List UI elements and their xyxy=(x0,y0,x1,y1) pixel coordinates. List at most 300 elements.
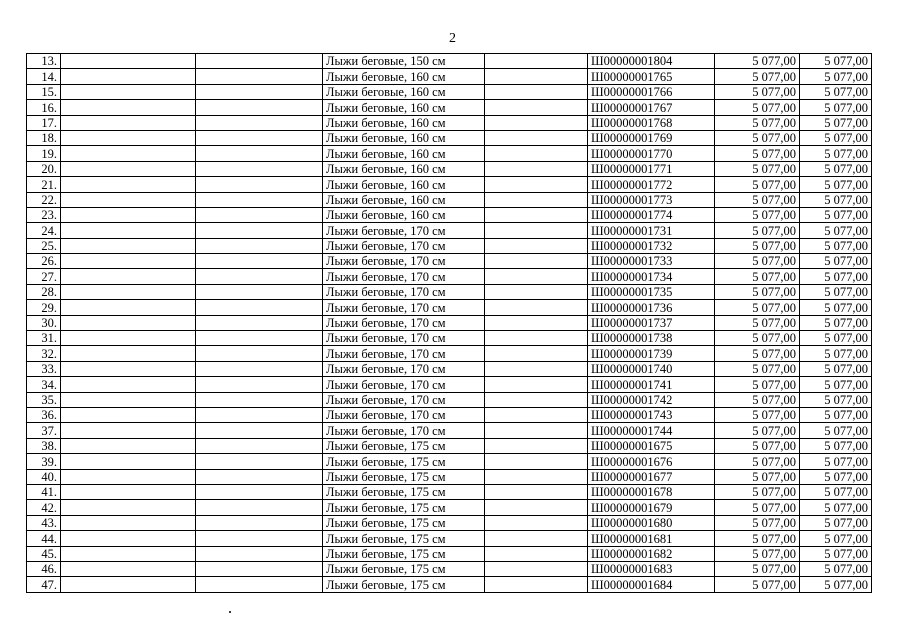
inventory-code-cell: Ш00000001738 xyxy=(588,331,715,346)
item-name-cell: Лыжи беговые, 170 см xyxy=(323,223,485,238)
blank-cell-3 xyxy=(485,254,588,269)
total-cost-cell: 5 077,00 xyxy=(800,177,872,192)
total-cost-cell: 5 077,00 xyxy=(800,469,872,484)
unit-price-cell: 5 077,00 xyxy=(715,331,800,346)
table-row xyxy=(27,269,872,284)
unit-price-cell: 5 077,00 xyxy=(715,531,800,546)
table-row xyxy=(27,207,872,222)
row-number-cell: 47. xyxy=(27,577,61,592)
blank-cell-2 xyxy=(196,346,323,361)
blank-cell-2 xyxy=(196,515,323,530)
item-name-cell: Лыжи беговые, 170 см xyxy=(323,331,485,346)
row-number-cell: 32. xyxy=(27,346,61,361)
blank-cell-3 xyxy=(485,346,588,361)
total-cost-cell: 5 077,00 xyxy=(800,484,872,499)
blank-cell-2 xyxy=(196,115,323,130)
blank-cell-1 xyxy=(61,331,196,346)
table-row xyxy=(27,454,872,469)
blank-cell-2 xyxy=(196,146,323,161)
table-row xyxy=(27,130,872,145)
blank-cell-2 xyxy=(196,484,323,499)
inventory-table-body xyxy=(27,54,872,593)
total-cost-cell: 5 077,00 xyxy=(800,500,872,515)
blank-cell-2 xyxy=(196,84,323,99)
blank-cell-1 xyxy=(61,315,196,330)
table-row xyxy=(27,146,872,161)
unit-price-cell: 5 077,00 xyxy=(715,177,800,192)
table-row xyxy=(27,84,872,99)
item-name-cell: Лыжи беговые, 160 см xyxy=(323,100,485,115)
item-name-cell: Лыжи беговые, 160 см xyxy=(323,69,485,84)
blank-cell-3 xyxy=(485,69,588,84)
unit-price-cell: 5 077,00 xyxy=(715,469,800,484)
blank-cell-1 xyxy=(61,484,196,499)
table-row xyxy=(27,254,872,269)
item-name-cell: Лыжи беговые, 170 см xyxy=(323,361,485,376)
table-row xyxy=(27,100,872,115)
blank-cell-1 xyxy=(61,269,196,284)
blank-cell-2 xyxy=(196,238,323,253)
item-name-cell: Лыжи беговые, 175 см xyxy=(323,531,485,546)
unit-price-cell: 5 077,00 xyxy=(715,577,800,592)
inventory-code-cell: Ш00000001767 xyxy=(588,100,715,115)
row-number-cell: 30. xyxy=(27,315,61,330)
table-row xyxy=(27,577,872,592)
total-cost-cell: 5 077,00 xyxy=(800,438,872,453)
row-number-cell: 33. xyxy=(27,361,61,376)
row-number-cell: 46. xyxy=(27,561,61,576)
inventory-code-cell: Ш00000001675 xyxy=(588,438,715,453)
blank-cell-3 xyxy=(485,438,588,453)
table-row xyxy=(27,469,872,484)
blank-cell-2 xyxy=(196,254,323,269)
unit-price-cell: 5 077,00 xyxy=(715,269,800,284)
total-cost-cell: 5 077,00 xyxy=(800,254,872,269)
blank-cell-1 xyxy=(61,531,196,546)
total-cost-cell: 5 077,00 xyxy=(800,269,872,284)
blank-cell-1 xyxy=(61,392,196,407)
blank-cell-2 xyxy=(196,577,323,592)
row-number-cell: 42. xyxy=(27,500,61,515)
blank-cell-2 xyxy=(196,69,323,84)
unit-price-cell: 5 077,00 xyxy=(715,284,800,299)
item-name-cell: Лыжи беговые, 175 см xyxy=(323,577,485,592)
item-name-cell: Лыжи беговые, 160 см xyxy=(323,161,485,176)
inventory-table xyxy=(26,53,872,593)
blank-cell-3 xyxy=(485,269,588,284)
blank-cell-2 xyxy=(196,561,323,576)
blank-cell-1 xyxy=(61,115,196,130)
blank-cell-1 xyxy=(61,100,196,115)
table-row xyxy=(27,392,872,407)
item-name-cell: Лыжи беговые, 170 см xyxy=(323,269,485,284)
inventory-code-cell: Ш00000001736 xyxy=(588,300,715,315)
item-name-cell: Лыжи беговые, 160 см xyxy=(323,115,485,130)
unit-price-cell: 5 077,00 xyxy=(715,100,800,115)
row-number-cell: 28. xyxy=(27,284,61,299)
unit-price-cell: 5 077,00 xyxy=(715,423,800,438)
item-name-cell: Лыжи беговые, 170 см xyxy=(323,300,485,315)
inventory-code-cell: Ш00000001768 xyxy=(588,115,715,130)
inventory-code-cell: Ш00000001772 xyxy=(588,177,715,192)
blank-cell-1 xyxy=(61,469,196,484)
total-cost-cell: 5 077,00 xyxy=(800,407,872,422)
row-number-cell: 36. xyxy=(27,407,61,422)
unit-price-cell: 5 077,00 xyxy=(715,238,800,253)
blank-cell-2 xyxy=(196,377,323,392)
blank-cell-1 xyxy=(61,254,196,269)
row-number-cell: 15. xyxy=(27,84,61,99)
total-cost-cell: 5 077,00 xyxy=(800,346,872,361)
blank-cell-1 xyxy=(61,377,196,392)
row-number-cell: 44. xyxy=(27,531,61,546)
row-number-cell: 40. xyxy=(27,469,61,484)
page-number: 2 xyxy=(449,31,456,46)
row-number-cell: 39. xyxy=(27,454,61,469)
total-cost-cell: 5 077,00 xyxy=(800,146,872,161)
inventory-code-cell: Ш00000001770 xyxy=(588,146,715,161)
blank-cell-3 xyxy=(485,54,588,69)
blank-cell-2 xyxy=(196,207,323,222)
inventory-code-cell: Ш00000001680 xyxy=(588,515,715,530)
blank-cell-2 xyxy=(196,161,323,176)
item-name-cell: Лыжи беговые, 160 см xyxy=(323,84,485,99)
total-cost-cell: 5 077,00 xyxy=(800,546,872,561)
item-name-cell: Лыжи беговые, 175 см xyxy=(323,515,485,530)
blank-cell-3 xyxy=(485,207,588,222)
total-cost-cell: 5 077,00 xyxy=(800,454,872,469)
row-number-cell: 43. xyxy=(27,515,61,530)
table-row xyxy=(27,300,872,315)
item-name-cell: Лыжи беговые, 175 см xyxy=(323,546,485,561)
unit-price-cell: 5 077,00 xyxy=(715,454,800,469)
unit-price-cell: 5 077,00 xyxy=(715,361,800,376)
blank-cell-1 xyxy=(61,223,196,238)
unit-price-cell: 5 077,00 xyxy=(715,546,800,561)
row-number-cell: 31. xyxy=(27,331,61,346)
item-name-cell: Лыжи беговые, 150 см xyxy=(323,54,485,69)
table-row xyxy=(27,438,872,453)
total-cost-cell: 5 077,00 xyxy=(800,577,872,592)
item-name-cell: Лыжи беговые, 175 см xyxy=(323,500,485,515)
table-row xyxy=(27,423,872,438)
blank-cell-1 xyxy=(61,361,196,376)
blank-cell-1 xyxy=(61,146,196,161)
inventory-code-cell: Ш00000001732 xyxy=(588,238,715,253)
table-row xyxy=(27,69,872,84)
row-number-cell: 19. xyxy=(27,146,61,161)
item-name-cell: Лыжи беговые, 160 см xyxy=(323,146,485,161)
blank-cell-3 xyxy=(485,407,588,422)
blank-cell-1 xyxy=(61,500,196,515)
table-row xyxy=(27,546,872,561)
blank-cell-1 xyxy=(61,454,196,469)
table-row xyxy=(27,377,872,392)
blank-cell-2 xyxy=(196,284,323,299)
blank-cell-1 xyxy=(61,346,196,361)
blank-cell-3 xyxy=(485,515,588,530)
item-name-cell: Лыжи беговые, 170 см xyxy=(323,284,485,299)
table-row xyxy=(27,192,872,207)
scan-speck xyxy=(229,611,231,613)
blank-cell-1 xyxy=(61,284,196,299)
table-row xyxy=(27,115,872,130)
row-number-cell: 26. xyxy=(27,254,61,269)
blank-cell-3 xyxy=(485,531,588,546)
blank-cell-2 xyxy=(196,269,323,284)
blank-cell-3 xyxy=(485,546,588,561)
total-cost-cell: 5 077,00 xyxy=(800,531,872,546)
blank-cell-1 xyxy=(61,207,196,222)
inventory-code-cell: Ш00000001684 xyxy=(588,577,715,592)
blank-cell-1 xyxy=(61,54,196,69)
blank-cell-2 xyxy=(196,361,323,376)
blank-cell-2 xyxy=(196,223,323,238)
item-name-cell: Лыжи беговые, 175 см xyxy=(323,561,485,576)
unit-price-cell: 5 077,00 xyxy=(715,84,800,99)
blank-cell-1 xyxy=(61,561,196,576)
blank-cell-2 xyxy=(196,300,323,315)
blank-cell-3 xyxy=(485,377,588,392)
item-name-cell: Лыжи беговые, 170 см xyxy=(323,407,485,422)
unit-price-cell: 5 077,00 xyxy=(715,300,800,315)
inventory-code-cell: Ш00000001683 xyxy=(588,561,715,576)
blank-cell-1 xyxy=(61,238,196,253)
total-cost-cell: 5 077,00 xyxy=(800,423,872,438)
blank-cell-1 xyxy=(61,407,196,422)
unit-price-cell: 5 077,00 xyxy=(715,161,800,176)
item-name-cell: Лыжи беговые, 175 см xyxy=(323,438,485,453)
inventory-code-cell: Ш00000001737 xyxy=(588,315,715,330)
blank-cell-3 xyxy=(485,100,588,115)
unit-price-cell: 5 077,00 xyxy=(715,223,800,238)
table-row xyxy=(27,361,872,376)
total-cost-cell: 5 077,00 xyxy=(800,377,872,392)
unit-price-cell: 5 077,00 xyxy=(715,130,800,145)
table-row xyxy=(27,177,872,192)
blank-cell-3 xyxy=(485,84,588,99)
table-row xyxy=(27,346,872,361)
row-number-cell: 41. xyxy=(27,484,61,499)
unit-price-cell: 5 077,00 xyxy=(715,69,800,84)
blank-cell-3 xyxy=(485,500,588,515)
unit-price-cell: 5 077,00 xyxy=(715,254,800,269)
blank-cell-1 xyxy=(61,69,196,84)
unit-price-cell: 5 077,00 xyxy=(715,115,800,130)
item-name-cell: Лыжи беговые, 175 см xyxy=(323,469,485,484)
blank-cell-1 xyxy=(61,177,196,192)
table-row xyxy=(27,315,872,330)
total-cost-cell: 5 077,00 xyxy=(800,223,872,238)
blank-cell-2 xyxy=(196,407,323,422)
table-row xyxy=(27,500,872,515)
total-cost-cell: 5 077,00 xyxy=(800,315,872,330)
blank-cell-3 xyxy=(485,223,588,238)
blank-cell-3 xyxy=(485,331,588,346)
blank-cell-3 xyxy=(485,130,588,145)
unit-price-cell: 5 077,00 xyxy=(715,438,800,453)
table-row xyxy=(27,531,872,546)
blank-cell-2 xyxy=(196,192,323,207)
row-number-cell: 21. xyxy=(27,177,61,192)
inventory-code-cell: Ш00000001741 xyxy=(588,377,715,392)
blank-cell-3 xyxy=(485,115,588,130)
blank-cell-3 xyxy=(485,361,588,376)
blank-cell-3 xyxy=(485,469,588,484)
table-row xyxy=(27,331,872,346)
item-name-cell: Лыжи беговые, 170 см xyxy=(323,254,485,269)
blank-cell-2 xyxy=(196,392,323,407)
row-number-cell: 34. xyxy=(27,377,61,392)
unit-price-cell: 5 077,00 xyxy=(715,207,800,222)
row-number-cell: 25. xyxy=(27,238,61,253)
blank-cell-1 xyxy=(61,192,196,207)
unit-price-cell: 5 077,00 xyxy=(715,515,800,530)
blank-cell-3 xyxy=(485,561,588,576)
total-cost-cell: 5 077,00 xyxy=(800,284,872,299)
total-cost-cell: 5 077,00 xyxy=(800,69,872,84)
blank-cell-1 xyxy=(61,300,196,315)
row-number-cell: 45. xyxy=(27,546,61,561)
inventory-code-cell: Ш00000001743 xyxy=(588,407,715,422)
row-number-cell: 23. xyxy=(27,207,61,222)
inventory-code-cell: Ш00000001676 xyxy=(588,454,715,469)
blank-cell-2 xyxy=(196,423,323,438)
unit-price-cell: 5 077,00 xyxy=(715,377,800,392)
item-name-cell: Лыжи беговые, 170 см xyxy=(323,423,485,438)
blank-cell-3 xyxy=(485,454,588,469)
row-number-cell: 38. xyxy=(27,438,61,453)
item-name-cell: Лыжи беговые, 170 см xyxy=(323,315,485,330)
total-cost-cell: 5 077,00 xyxy=(800,515,872,530)
total-cost-cell: 5 077,00 xyxy=(800,331,872,346)
inventory-code-cell: Ш00000001740 xyxy=(588,361,715,376)
table-row xyxy=(27,161,872,176)
unit-price-cell: 5 077,00 xyxy=(715,407,800,422)
total-cost-cell: 5 077,00 xyxy=(800,54,872,69)
blank-cell-2 xyxy=(196,546,323,561)
item-name-cell: Лыжи беговые, 175 см xyxy=(323,454,485,469)
inventory-code-cell: Ш00000001739 xyxy=(588,346,715,361)
blank-cell-3 xyxy=(485,300,588,315)
row-number-cell: 17. xyxy=(27,115,61,130)
total-cost-cell: 5 077,00 xyxy=(800,84,872,99)
inventory-code-cell: Ш00000001766 xyxy=(588,84,715,99)
item-name-cell: Лыжи беговые, 175 см xyxy=(323,484,485,499)
blank-cell-1 xyxy=(61,438,196,453)
blank-cell-3 xyxy=(485,161,588,176)
blank-cell-1 xyxy=(61,546,196,561)
inventory-code-cell: Ш00000001771 xyxy=(588,161,715,176)
blank-cell-3 xyxy=(485,192,588,207)
blank-cell-1 xyxy=(61,515,196,530)
blank-cell-2 xyxy=(196,531,323,546)
row-number-cell: 29. xyxy=(27,300,61,315)
blank-cell-3 xyxy=(485,392,588,407)
blank-cell-3 xyxy=(485,577,588,592)
row-number-cell: 24. xyxy=(27,223,61,238)
total-cost-cell: 5 077,00 xyxy=(800,361,872,376)
unit-price-cell: 5 077,00 xyxy=(715,192,800,207)
blank-cell-1 xyxy=(61,130,196,145)
inventory-code-cell: Ш00000001773 xyxy=(588,192,715,207)
table-row xyxy=(27,407,872,422)
blank-cell-2 xyxy=(196,54,323,69)
inventory-code-cell: Ш00000001742 xyxy=(588,392,715,407)
unit-price-cell: 5 077,00 xyxy=(715,54,800,69)
total-cost-cell: 5 077,00 xyxy=(800,561,872,576)
item-name-cell: Лыжи беговые, 160 см xyxy=(323,130,485,145)
total-cost-cell: 5 077,00 xyxy=(800,161,872,176)
inventory-code-cell: Ш00000001735 xyxy=(588,284,715,299)
inventory-code-cell: Ш00000001682 xyxy=(588,546,715,561)
unit-price-cell: 5 077,00 xyxy=(715,484,800,499)
inventory-code-cell: Ш00000001681 xyxy=(588,531,715,546)
row-number-cell: 20. xyxy=(27,161,61,176)
blank-cell-2 xyxy=(196,454,323,469)
table-row xyxy=(27,515,872,530)
unit-price-cell: 5 077,00 xyxy=(715,500,800,515)
unit-price-cell: 5 077,00 xyxy=(715,346,800,361)
item-name-cell: Лыжи беговые, 160 см xyxy=(323,192,485,207)
total-cost-cell: 5 077,00 xyxy=(800,192,872,207)
blank-cell-2 xyxy=(196,331,323,346)
blank-cell-1 xyxy=(61,161,196,176)
blank-cell-2 xyxy=(196,315,323,330)
blank-cell-2 xyxy=(196,438,323,453)
unit-price-cell: 5 077,00 xyxy=(715,561,800,576)
blank-cell-1 xyxy=(61,577,196,592)
table-row xyxy=(27,54,872,69)
inventory-code-cell: Ш00000001804 xyxy=(588,54,715,69)
inventory-code-cell: Ш00000001744 xyxy=(588,423,715,438)
inventory-code-cell: Ш00000001678 xyxy=(588,484,715,499)
blank-cell-2 xyxy=(196,500,323,515)
blank-cell-2 xyxy=(196,130,323,145)
blank-cell-3 xyxy=(485,146,588,161)
total-cost-cell: 5 077,00 xyxy=(800,207,872,222)
row-number-cell: 27. xyxy=(27,269,61,284)
inventory-code-cell: Ш00000001733 xyxy=(588,254,715,269)
blank-cell-2 xyxy=(196,100,323,115)
row-number-cell: 16. xyxy=(27,100,61,115)
total-cost-cell: 5 077,00 xyxy=(800,392,872,407)
row-number-cell: 22. xyxy=(27,192,61,207)
table-row xyxy=(27,223,872,238)
blank-cell-3 xyxy=(485,423,588,438)
blank-cell-3 xyxy=(485,238,588,253)
table-row xyxy=(27,238,872,253)
item-name-cell: Лыжи беговые, 160 см xyxy=(323,177,485,192)
inventory-code-cell: Ш00000001677 xyxy=(588,469,715,484)
blank-cell-3 xyxy=(485,284,588,299)
unit-price-cell: 5 077,00 xyxy=(715,146,800,161)
blank-cell-3 xyxy=(485,177,588,192)
unit-price-cell: 5 077,00 xyxy=(715,392,800,407)
blank-cell-2 xyxy=(196,469,323,484)
item-name-cell: Лыжи беговые, 170 см xyxy=(323,392,485,407)
table-row xyxy=(27,284,872,299)
inventory-code-cell: Ш00000001679 xyxy=(588,500,715,515)
row-number-cell: 14. xyxy=(27,69,61,84)
item-name-cell: Лыжи беговые, 170 см xyxy=(323,346,485,361)
table-row xyxy=(27,561,872,576)
item-name-cell: Лыжи беговые, 170 см xyxy=(323,238,485,253)
row-number-cell: 18. xyxy=(27,130,61,145)
table-row xyxy=(27,484,872,499)
unit-price-cell: 5 077,00 xyxy=(715,315,800,330)
total-cost-cell: 5 077,00 xyxy=(800,115,872,130)
